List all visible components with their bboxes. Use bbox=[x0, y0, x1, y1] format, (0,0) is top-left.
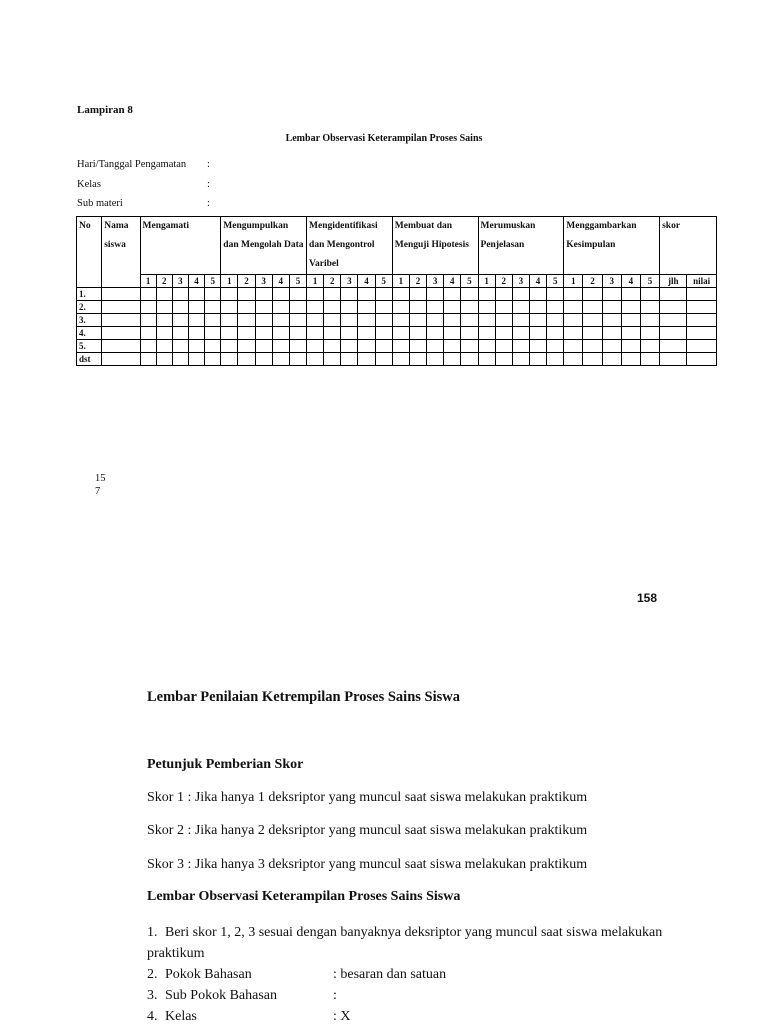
table-cell bbox=[478, 314, 495, 327]
table-cell bbox=[409, 288, 426, 301]
table-cell bbox=[272, 314, 289, 327]
table-cell bbox=[640, 314, 659, 327]
row-number: 5. bbox=[77, 340, 102, 353]
sub-col-number: 1 bbox=[307, 275, 324, 288]
table-cell bbox=[583, 314, 602, 327]
sub-col-number: 5 bbox=[289, 275, 306, 288]
table-cell bbox=[495, 301, 512, 314]
table-cell bbox=[307, 314, 324, 327]
col-header-observe: Mengamati bbox=[140, 217, 221, 275]
table-cell bbox=[564, 327, 583, 340]
table-cell bbox=[660, 340, 687, 353]
table-cell bbox=[547, 327, 564, 340]
table-cell bbox=[478, 327, 495, 340]
table-cell bbox=[205, 314, 221, 327]
table-cell bbox=[102, 288, 140, 301]
table-cell bbox=[512, 288, 529, 301]
side-number-b: 7 bbox=[95, 486, 101, 497]
table-cell bbox=[238, 353, 255, 366]
table-cell bbox=[621, 288, 640, 301]
table-cell bbox=[687, 327, 717, 340]
table-cell bbox=[564, 340, 583, 353]
table-cell bbox=[478, 288, 495, 301]
table-cell bbox=[358, 301, 375, 314]
table-cell bbox=[461, 353, 478, 366]
table-cell bbox=[205, 301, 221, 314]
table-cell bbox=[238, 314, 255, 327]
table-cell bbox=[375, 288, 392, 301]
table-cell bbox=[495, 340, 512, 353]
table-cell bbox=[392, 301, 409, 314]
table-row bbox=[77, 340, 717, 353]
table-cell bbox=[102, 327, 140, 340]
table-cell bbox=[289, 288, 306, 301]
table-cell bbox=[583, 288, 602, 301]
table-cell bbox=[307, 340, 324, 353]
sub-col-score: nilai bbox=[687, 275, 717, 288]
list-item-value: : X bbox=[333, 1009, 351, 1024]
table-cell bbox=[238, 340, 255, 353]
field-submaterial bbox=[77, 198, 210, 209]
col-header-conclusion: Menggambarkan Kesimpulan bbox=[564, 217, 660, 275]
table-cell bbox=[221, 353, 238, 366]
table-cell bbox=[660, 301, 687, 314]
table-cell bbox=[255, 288, 272, 301]
sub-col-number: 3 bbox=[602, 275, 621, 288]
table-cell bbox=[547, 288, 564, 301]
table-cell bbox=[172, 301, 188, 314]
table-cell bbox=[660, 353, 687, 366]
table-cell bbox=[255, 327, 272, 340]
sub-col-number: 1 bbox=[392, 275, 409, 288]
list-item-key: Kelas bbox=[165, 1009, 197, 1024]
table-cell bbox=[221, 327, 238, 340]
table-cell bbox=[156, 288, 172, 301]
table-cell bbox=[461, 340, 478, 353]
table-cell bbox=[255, 340, 272, 353]
table-cell bbox=[307, 288, 324, 301]
table-cell bbox=[495, 314, 512, 327]
table-cell bbox=[409, 327, 426, 340]
table-cell bbox=[602, 327, 621, 340]
table-cell bbox=[272, 301, 289, 314]
field-submaterial-sep: : bbox=[207, 198, 210, 209]
table-cell bbox=[602, 314, 621, 327]
table-cell bbox=[392, 327, 409, 340]
sub-col-number: 5 bbox=[205, 275, 221, 288]
table-cell bbox=[547, 301, 564, 314]
sub-col-number: 4 bbox=[444, 275, 461, 288]
table-cell bbox=[640, 327, 659, 340]
table-cell bbox=[324, 314, 341, 327]
col-header-score: skor bbox=[660, 217, 717, 275]
table-cell bbox=[461, 327, 478, 340]
sub-col-number: 2 bbox=[238, 275, 255, 288]
table-cell bbox=[272, 340, 289, 353]
sub-col-number: 3 bbox=[172, 275, 188, 288]
table-subheader-row bbox=[77, 275, 717, 288]
table-cell bbox=[687, 288, 717, 301]
table-cell bbox=[687, 340, 717, 353]
table-cell bbox=[272, 327, 289, 340]
table-cell bbox=[324, 353, 341, 366]
table-cell bbox=[583, 340, 602, 353]
table-cell bbox=[172, 314, 188, 327]
field-date bbox=[77, 159, 210, 170]
table-cell bbox=[409, 353, 426, 366]
row-number: dst bbox=[77, 353, 102, 366]
table-cell bbox=[547, 314, 564, 327]
table-cell bbox=[255, 314, 272, 327]
table-cell bbox=[478, 340, 495, 353]
table-cell bbox=[512, 327, 529, 340]
table-cell bbox=[272, 288, 289, 301]
sub-col-number: 1 bbox=[140, 275, 156, 288]
sub-col-number: 3 bbox=[255, 275, 272, 288]
table-cell bbox=[375, 340, 392, 353]
table-cell bbox=[140, 288, 156, 301]
row-number: 1. bbox=[77, 288, 102, 301]
table-cell bbox=[529, 340, 546, 353]
sub-col-number: 2 bbox=[156, 275, 172, 288]
sub-col-number: 2 bbox=[495, 275, 512, 288]
field-date-label: Hari/Tanggal Pengamatan bbox=[77, 159, 187, 170]
table-cell bbox=[602, 288, 621, 301]
sub-col-number: 3 bbox=[427, 275, 444, 288]
assessment-title: Lembar Penilaian Ketrempilan Proses Sains Siswa bbox=[147, 689, 460, 705]
list-item-value: : besaran dan satuan bbox=[333, 967, 447, 982]
table-cell bbox=[621, 327, 640, 340]
table-cell bbox=[341, 353, 358, 366]
table-cell bbox=[583, 327, 602, 340]
table-cell bbox=[444, 301, 461, 314]
table-cell bbox=[307, 301, 324, 314]
table-cell bbox=[307, 353, 324, 366]
list-number: 2. bbox=[147, 967, 158, 982]
table-cell bbox=[205, 327, 221, 340]
table-cell bbox=[205, 353, 221, 366]
scoring-rule-3: Skor 3 : Jika hanya 3 deksriptor yang muncul saat siswa melakukan praktikum bbox=[147, 857, 588, 872]
table-cell bbox=[102, 301, 140, 314]
sub-col-number: 1 bbox=[478, 275, 495, 288]
table-cell bbox=[392, 314, 409, 327]
table-cell bbox=[188, 327, 204, 340]
table-cell bbox=[289, 314, 306, 327]
sub-col-number: 5 bbox=[375, 275, 392, 288]
sub-col-number: 3 bbox=[512, 275, 529, 288]
table-cell bbox=[358, 340, 375, 353]
table-cell bbox=[583, 301, 602, 314]
table-cell bbox=[640, 288, 659, 301]
table-cell bbox=[687, 301, 717, 314]
table-cell bbox=[640, 353, 659, 366]
table-cell bbox=[324, 288, 341, 301]
table-cell bbox=[358, 288, 375, 301]
table-cell bbox=[188, 288, 204, 301]
table-cell bbox=[495, 327, 512, 340]
table-cell bbox=[529, 288, 546, 301]
table-cell bbox=[307, 327, 324, 340]
col-header-collect-data: Mengumpulkan dan Mengolah Data bbox=[221, 217, 307, 275]
table-cell bbox=[205, 340, 221, 353]
list-item-key: Pokok Bahasan bbox=[165, 967, 252, 982]
table-cell bbox=[140, 314, 156, 327]
sub-col-number: 5 bbox=[547, 275, 564, 288]
table-cell bbox=[547, 353, 564, 366]
table-cell bbox=[140, 340, 156, 353]
table-cell bbox=[547, 340, 564, 353]
table-cell bbox=[221, 314, 238, 327]
table-cell bbox=[221, 288, 238, 301]
table-cell bbox=[461, 301, 478, 314]
table-cell bbox=[660, 288, 687, 301]
table-cell bbox=[289, 327, 306, 340]
sub-col-number: 4 bbox=[621, 275, 640, 288]
table-cell bbox=[375, 353, 392, 366]
table-cell bbox=[221, 340, 238, 353]
table-cell bbox=[172, 353, 188, 366]
table-cell bbox=[255, 353, 272, 366]
table-cell bbox=[409, 314, 426, 327]
table-cell bbox=[621, 314, 640, 327]
table-cell bbox=[358, 353, 375, 366]
table-cell bbox=[478, 353, 495, 366]
table-cell bbox=[564, 353, 583, 366]
row-number: 3. bbox=[77, 314, 102, 327]
side-number-a: 15 bbox=[95, 473, 106, 484]
table-cell bbox=[221, 301, 238, 314]
table-cell bbox=[375, 301, 392, 314]
sub-col-number: 4 bbox=[188, 275, 204, 288]
table-row bbox=[77, 314, 717, 327]
col-header-no: No bbox=[77, 217, 102, 288]
table-cell bbox=[341, 288, 358, 301]
list-item-value: : bbox=[333, 988, 337, 1003]
table-cell bbox=[255, 301, 272, 314]
table-cell bbox=[289, 340, 306, 353]
table-cell bbox=[188, 340, 204, 353]
scoring-heading: Petunjuk Pemberian Skor bbox=[147, 757, 304, 772]
table-cell bbox=[621, 340, 640, 353]
table-cell bbox=[564, 288, 583, 301]
table-cell bbox=[660, 314, 687, 327]
table-cell bbox=[444, 288, 461, 301]
table-cell bbox=[289, 353, 306, 366]
table-cell bbox=[341, 327, 358, 340]
table-cell bbox=[172, 340, 188, 353]
table-cell bbox=[102, 340, 140, 353]
list-item-text: Beri skor 1, 2, 3 sesuai dengan banyaknya deksriptor yang muncul saat siswa melakukan praktikum bbox=[147, 925, 663, 961]
table-cell bbox=[156, 314, 172, 327]
table-cell bbox=[427, 340, 444, 353]
table-cell bbox=[172, 288, 188, 301]
table-row bbox=[77, 288, 717, 301]
table-cell bbox=[341, 301, 358, 314]
sub-col-number: 2 bbox=[583, 275, 602, 288]
table-cell bbox=[687, 353, 717, 366]
table-cell bbox=[602, 301, 621, 314]
table-cell bbox=[375, 314, 392, 327]
table-cell bbox=[660, 327, 687, 340]
sub-col-number: 1 bbox=[564, 275, 583, 288]
table-cell bbox=[478, 301, 495, 314]
sub-col-number: 4 bbox=[358, 275, 375, 288]
observation-sheet-title: Lembar Observasi Keterampilan Proses Sains bbox=[285, 133, 483, 144]
table-cell bbox=[341, 314, 358, 327]
table-cell bbox=[512, 301, 529, 314]
table-cell bbox=[529, 327, 546, 340]
table-cell bbox=[375, 327, 392, 340]
table-cell bbox=[427, 327, 444, 340]
field-submaterial-label: Sub materi bbox=[77, 198, 123, 209]
page-number: 158 bbox=[637, 591, 658, 605]
table-cell bbox=[444, 327, 461, 340]
table-row bbox=[77, 327, 717, 340]
table-cell bbox=[140, 301, 156, 314]
col-header-hypothesis: Membuat dan Menguji Hipotesis bbox=[392, 217, 478, 275]
table-cell bbox=[238, 301, 255, 314]
sub-col-number: 5 bbox=[461, 275, 478, 288]
observation-table bbox=[76, 216, 717, 366]
table-cell bbox=[461, 288, 478, 301]
table-cell bbox=[102, 353, 140, 366]
table-cell bbox=[687, 314, 717, 327]
sub-col-number: 3 bbox=[341, 275, 358, 288]
table-cell bbox=[172, 327, 188, 340]
table-cell bbox=[621, 353, 640, 366]
table-cell bbox=[564, 314, 583, 327]
table-cell bbox=[272, 353, 289, 366]
table-cell bbox=[341, 340, 358, 353]
observation-heading: Lembar Observasi Keterampilan Proses Sains Siswa bbox=[147, 889, 461, 904]
table-cell bbox=[409, 301, 426, 314]
appendix-label: Lampiran 8 bbox=[77, 104, 133, 116]
table-cell bbox=[140, 353, 156, 366]
table-cell bbox=[495, 288, 512, 301]
table-cell bbox=[358, 327, 375, 340]
field-class-label: Kelas bbox=[77, 179, 101, 190]
col-header-identify-variables: Mengidentifikasi dan Mengontrol Varibel bbox=[307, 217, 393, 275]
table-cell bbox=[602, 353, 621, 366]
sub-col-number: 5 bbox=[640, 275, 659, 288]
table-cell bbox=[188, 301, 204, 314]
table-cell bbox=[512, 353, 529, 366]
list-number: 1. bbox=[147, 925, 158, 940]
table-cell bbox=[529, 314, 546, 327]
table-cell bbox=[444, 314, 461, 327]
table-cell bbox=[324, 327, 341, 340]
table-cell bbox=[140, 327, 156, 340]
table-cell bbox=[358, 314, 375, 327]
field-class-sep: : bbox=[207, 179, 210, 190]
sub-col-number: 2 bbox=[324, 275, 341, 288]
table-cell bbox=[392, 340, 409, 353]
table-cell bbox=[289, 301, 306, 314]
sub-col-number: 2 bbox=[409, 275, 426, 288]
table-cell bbox=[205, 288, 221, 301]
table-cell bbox=[188, 353, 204, 366]
field-class bbox=[77, 179, 210, 190]
row-number: 2. bbox=[77, 301, 102, 314]
sub-col-score: jlh bbox=[660, 275, 687, 288]
table-cell bbox=[444, 353, 461, 366]
table-cell bbox=[444, 340, 461, 353]
table-cell bbox=[427, 301, 444, 314]
table-cell bbox=[392, 288, 409, 301]
list-number: 4. bbox=[147, 1009, 158, 1024]
table-cell bbox=[238, 288, 255, 301]
table-cell bbox=[156, 340, 172, 353]
table-cell bbox=[409, 340, 426, 353]
table-cell bbox=[324, 340, 341, 353]
table-header-row bbox=[77, 217, 717, 275]
sub-col-number: 4 bbox=[272, 275, 289, 288]
scoring-rule-2: Skor 2 : Jika hanya 2 deksriptor yang muncul saat siswa melakukan praktikum bbox=[147, 823, 588, 838]
table-cell bbox=[188, 314, 204, 327]
table-cell bbox=[238, 327, 255, 340]
table-cell bbox=[640, 340, 659, 353]
table-cell bbox=[512, 314, 529, 327]
list-number: 3. bbox=[147, 988, 158, 1003]
list-item-key: Sub Pokok Bahasan bbox=[165, 988, 277, 1003]
sub-col-number: 1 bbox=[221, 275, 238, 288]
table-cell bbox=[621, 301, 640, 314]
instruction-list bbox=[147, 922, 667, 1027]
table-cell bbox=[427, 353, 444, 366]
table-cell bbox=[602, 340, 621, 353]
table-cell bbox=[392, 353, 409, 366]
table-cell bbox=[156, 301, 172, 314]
list-item bbox=[147, 985, 667, 1006]
table-row bbox=[77, 353, 717, 366]
field-date-sep: : bbox=[207, 159, 210, 170]
table-cell bbox=[640, 301, 659, 314]
table-cell bbox=[529, 353, 546, 366]
table-cell bbox=[156, 327, 172, 340]
table-cell bbox=[102, 314, 140, 327]
list-item bbox=[147, 964, 667, 985]
list-item bbox=[147, 922, 667, 964]
table-cell bbox=[156, 353, 172, 366]
sub-col-number: 4 bbox=[529, 275, 546, 288]
table-cell bbox=[427, 288, 444, 301]
table-cell bbox=[512, 340, 529, 353]
col-header-name: Nama siswa bbox=[102, 217, 140, 288]
table-cell bbox=[461, 314, 478, 327]
table-cell bbox=[564, 301, 583, 314]
row-number: 4. bbox=[77, 327, 102, 340]
table-cell bbox=[495, 353, 512, 366]
table-cell bbox=[324, 301, 341, 314]
scoring-rule-1: Skor 1 : Jika hanya 1 deksriptor yang muncul saat siswa melakukan praktikum bbox=[147, 790, 588, 805]
table-cell bbox=[529, 301, 546, 314]
col-header-explanation: Merumuskan Penjelasan bbox=[478, 217, 564, 275]
table-cell bbox=[427, 314, 444, 327]
table-cell bbox=[583, 353, 602, 366]
table-row bbox=[77, 301, 717, 314]
